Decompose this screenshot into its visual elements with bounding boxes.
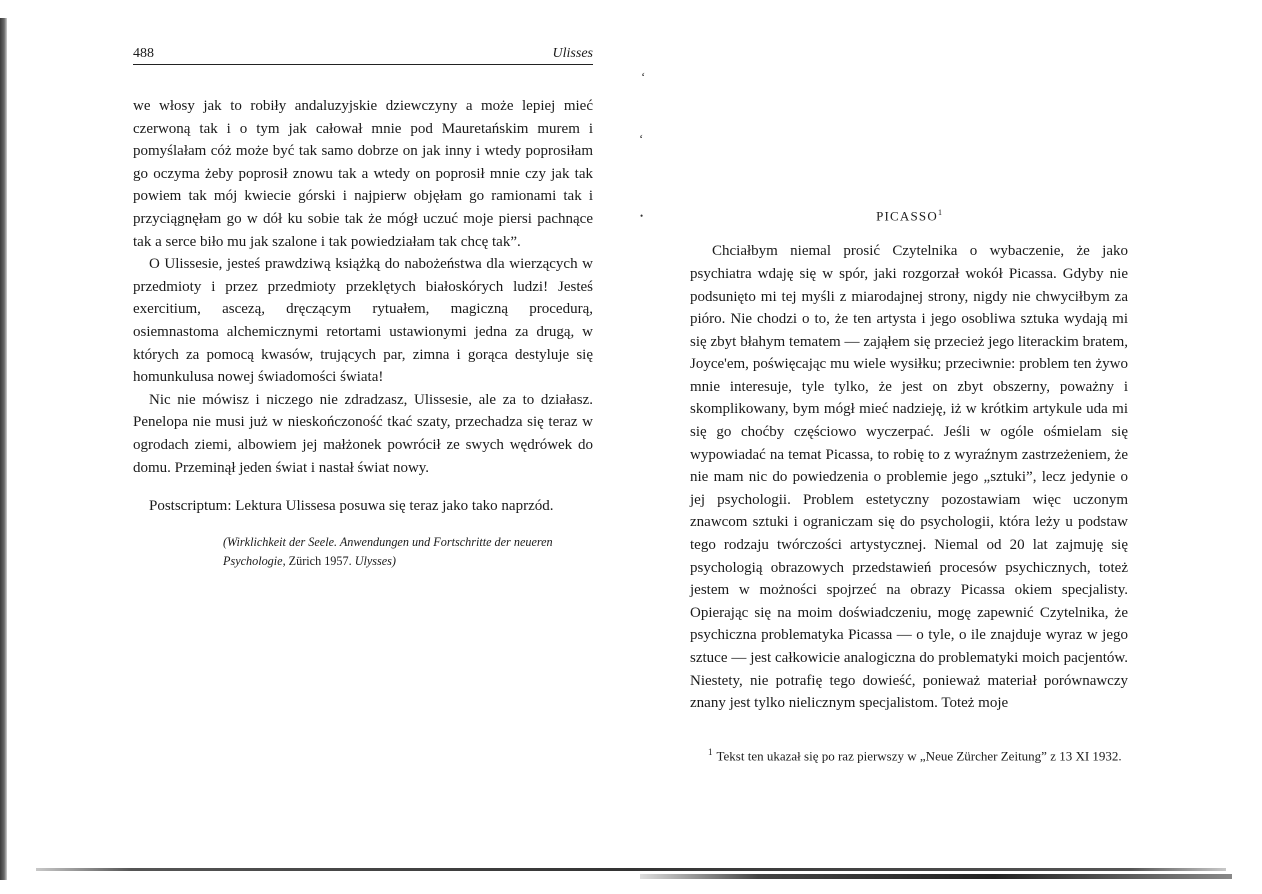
footnote bbox=[690, 743, 1128, 765]
paragraph: Chciałbym niemal prosić Czytelnika o wybaczenie, że jako psychiatra wdaję się w spór, jaki rozgorzał wokół Picassa. Gdyby nie podsunięto mi tej myśli z miarodajnej strony, nigdy nie chwyciłbym za pióro. Nie chodzi o to, że ten artysta i jego osobliwa sztuka wydają mi się zbyt błahym tematem — zająłem się przecież jego literackim bratem, Joyce'em, poświęcając mu wiele wysiłku; przeciwnie: problem ten żywo mnie interesuje, tyle tylko, że jest on zbyt obszerny, poważny i skomplikowany, bym mógł mieć nadzieję, iż w krótkim artykule uda mi się go choćby częściowo wyczerpać. Jeśli w ogóle ośmielam się wypowiadać na temat Picassa, to robię to z wyraźnym zastrzeżeniem, że nie mam nic do powiedzenia o problemie jego „sztuki”, lecz jedynie o jej psychologii. Problem estetyczny pozostawiam więc uczonym znawcom sztuki i ograniczam się do psychologii, która leży u podstaw tego rodzaju twórczości artystycznej. Niemal od 20 lat zajmuję się psychologią obrazowych przedstawień procesów psychicznych, toteż jestem w możności spojrzeć na obrazy Picassa okiem specjalisty. Opierając się na moim doświadczeniu, mogę zapewnić Czytelnika, że psychiczna problematyka Picassa — o tyle, o ile znajduje wyraz w jego sztuce — jest całkowicie analogiczna do problematyki moich pacjentów. Niestety, nie potrafię tego dowieść, ponieważ materiał porównawczy znany jest tylko nielicznym specjalistom. Toteż moje bbox=[690, 243, 1128, 712]
postscript: Postscriptum: Lektura Ulissesa posuwa się teraz jako tako naprzód. bbox=[149, 498, 554, 515]
left-body-text bbox=[133, 95, 593, 479]
footnote-marker: 1 bbox=[937, 208, 942, 217]
running-title: Ulisses bbox=[552, 46, 593, 61]
right-body-text bbox=[690, 240, 1128, 714]
footnote-number: 1 bbox=[708, 746, 713, 757]
left-page bbox=[133, 44, 593, 571]
article-title bbox=[690, 208, 1128, 224]
gutter-speck: ʻ bbox=[639, 131, 644, 146]
citation-title: (Wirklichkeit der Seele. Anwendungen und Fortschritte der neueren Psychologie, bbox=[223, 534, 553, 568]
paragraph: O Ulissesie, jesteś prawdziwą książką do nabożeństwa dla wierzących w przedmioty i przez przedmioty przeklętych białoskórych ludzi! Jesteś exercitium, ascezą, dręczącym rytuałem, magiczną procedurą, osiemnastoma alchemicznymi retortami ustawionymi jedna za drugą, w których za pomocą kwasów, trujących par, zimna i gorąca destyluje się homunkulusa nowej świadomości świata! bbox=[133, 256, 593, 386]
paragraph: we włosy jak to robiły andaluzyjskie dziewczyny a może lepiej mieć czerwoną tak i o tym jak całował mnie pod Mauretańskim murem i pomyślałam cóż może być tak samo dobrze on jak inny i wtedy poprosiłam go oczyma żeby poprosił znowu tak a wtedy on poprosił mnie czy jak tak powiem tak mój kwiecie górski i najpierw objęłam go ramionami tak i przyciągnęłam go w dół ku sobie tak że mógł uczuć moje piersi pachnące tak a serce biło mu jak szalone i tak powiedziałam tak chcę tak”. bbox=[133, 98, 593, 250]
page-bottom-shadow bbox=[640, 874, 1232, 879]
gutter-speck: ʻ bbox=[641, 69, 646, 84]
article-title-text: PICASSO bbox=[876, 208, 938, 224]
paragraph: Nic nie mówisz i niczego nie zdradzasz, Ulissesie, ale za to działasz. Penelopa nie musi już w nieskończoność tkać szaty, przechadza się teraz w ogrodach ziemi, albowiem jej małżonek powrócił ze swych wędrówek do domu. Przeminął jeden świat i nastał świat nowy. bbox=[133, 391, 593, 476]
right-page bbox=[690, 44, 1128, 765]
left-running-head bbox=[133, 44, 593, 65]
citation-place-year: Zürich 1957. bbox=[288, 553, 352, 568]
page-bottom-edge bbox=[36, 868, 1226, 871]
book-spine-shadow bbox=[0, 18, 7, 880]
citation-subject: Ulysses) bbox=[354, 553, 396, 568]
gutter-speck: • bbox=[640, 211, 644, 221]
page-number: 488 bbox=[133, 46, 154, 61]
citation bbox=[223, 533, 593, 571]
footnote-text: Tekst ten ukazał się po raz pierwszy w „Neue Zürcher Zeitung” z 13 XI 1932. bbox=[716, 748, 1122, 764]
